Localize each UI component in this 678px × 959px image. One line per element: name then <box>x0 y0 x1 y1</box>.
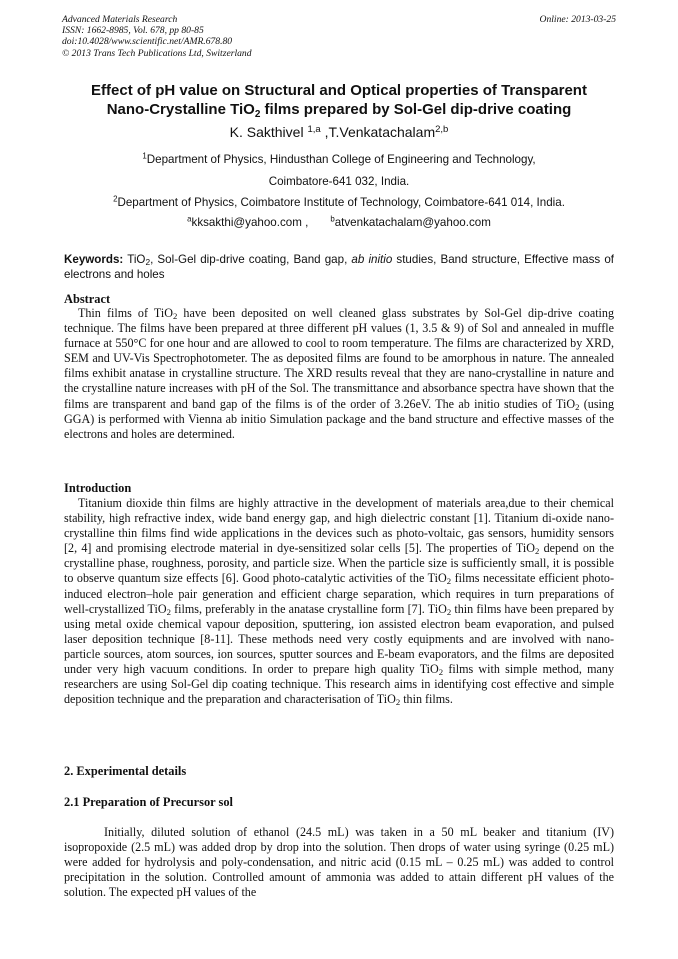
section-2-1-body <box>64 825 614 900</box>
title-line-1: Effect of pH value on Structural and Optical properties of Transparent <box>91 82 587 99</box>
aff2-sup: 2 <box>113 194 118 204</box>
title-sub: 2 <box>254 109 261 120</box>
abstract-body <box>64 306 614 442</box>
abstract-heading: Abstract <box>64 292 111 306</box>
title-line-2 <box>50 100 628 119</box>
intro-sub-5: 2 <box>438 667 444 678</box>
keywords-t2: , Sol-Gel dip-drive coating, Band gap, <box>150 253 352 266</box>
emails <box>0 216 678 230</box>
intro-sub-3: 2 <box>166 606 171 617</box>
abstract-p2: have been deposited on well cleaned glass substrates by Sol-Gel dip-drive coating technique. The films have been prepared at three different pH values (1, 3.5 & 9) of Sol and annealed in muffle furnace at 550°C for one hour and are allowed to cool to room temperature. The films are characterized by XRD, SEM and UV-Vis Spectrophotometer. The as deposited films are found to be amorphous in nature. The annealed films exhibit anatase in crystalline structure. The XRD results reveal that they are nano-crystalline in nature and the crystalline nature increases with pH of the Sol. The transmittance and absorbance spectra have shown that the films are transparent and band gap of the films is of the order of 3.26eV. The ab initio studies of TiO <box>64 306 615 411</box>
keywords-t4: studies, Band structure, Effective mass of electrons and holes <box>64 253 615 281</box>
abstract-paragraph <box>64 306 614 442</box>
introduction-paragraph <box>64 496 614 707</box>
author-2-sup: 2,b <box>435 123 449 135</box>
title-line-2-a: Nano-Crystalline TiO <box>106 101 255 118</box>
author-1: K. Sakthivel <box>229 124 308 140</box>
keywords <box>64 252 614 282</box>
running-header <box>62 14 616 59</box>
section-2-1-paragraph: Initially, diluted solution of ethanol (24.5 mL) was taken in a 50 mL beaker and titanium (IV) isopropoxide (2.5 mL) was added drop by drop into the solution. Then drops of water using syringe (0.25 mL) were added for hydrolysis and poly-condensation, and nitric acid (0.15 mL – 0.25 mL) was added to control precipitation in the solution. Controlled amount of ammonia was added to attain different pH values of the solution. The expected pH values of the <box>64 825 614 900</box>
intro-sub-1: 2 <box>534 546 540 557</box>
email-b-sup: b <box>330 214 335 224</box>
issn: ISSN: 1662-8985, Vol. 678, pp 80-85 <box>62 25 204 37</box>
affiliation-2 <box>0 196 678 210</box>
copyright: © 2013 Trans Tech Publications Ltd, Switzerland <box>62 47 252 59</box>
aff1-sup: 1 <box>142 151 147 161</box>
introduction-body <box>64 496 614 707</box>
intro-s2: depend on the crystalline phase, roughness, porosity, and particle size. When the particle size is sufficiently small, it is possible to observe quantum size effects [6]. Good photo-catalytic activities of the TiO <box>64 541 614 586</box>
aff1-line1: Department of Physics, Hindusthan College of Engineering and Technology, <box>146 153 536 166</box>
intro-s5: thin films have been prepared by using metal oxide chemical vapour deposition, sputtering, ion assisted electron beam evaporation, and pulsed laser deposition technique [8-11]. These methods need very costly equipments and are involved with nano-particle sources, atom sources, ion sources, sputter sources and E-beam evaporators, and the films are deposited under very high vacuum conditions. In order to prepare high quality TiO <box>64 601 614 677</box>
online-date: Online: 2013-03-25 <box>539 14 616 25</box>
introduction-heading: Introduction <box>64 481 132 495</box>
keywords-label: Keywords: <box>64 253 124 266</box>
abstract-sub-1: 2 <box>172 311 178 322</box>
journal-name: Advanced Materials Research <box>62 14 178 25</box>
doi: doi:10.4028/www.scientific.net/AMR.678.80 <box>62 36 233 48</box>
aff1-line2: Coimbatore-641 032, India. <box>268 175 410 188</box>
author-sep: , <box>320 124 329 140</box>
abstract-p1: Thin films of TiO <box>78 306 173 320</box>
title-line-2-b: films prepared by Sol-Gel dip-drive coating <box>260 101 572 118</box>
intro-s7: thin films. <box>400 692 453 707</box>
keywords-sub: 2 <box>145 257 151 268</box>
email-b[interactable]: atvenkatachalam@yahoo.com <box>334 216 491 229</box>
author-1-sup: 1,a <box>307 123 321 135</box>
intro-s6: films with simple method, many researchers are using Sol-Gel dip coating technique. This research aims in identifying cost effective and simple deposition technique and the preparation and characterisation of TiO <box>64 662 614 707</box>
intro-sub-2: 2 <box>446 576 452 587</box>
aff2-text: Department of Physics, Coimbatore Institute of Technology, Coimbatore-641 014, India. <box>117 196 565 209</box>
abstract-sub-2: 2 <box>575 401 580 412</box>
abstract-p3: (using GGA) is performed with Vienna ab initio Simulation package and the band structure and effective masses of the electrons and holes are determined. <box>64 396 615 441</box>
authors <box>0 124 678 141</box>
section-2-1-heading: 2.1 Preparation of Precursor sol <box>64 795 233 809</box>
author-2: T.Venkatachalam <box>328 124 436 140</box>
affiliation-1 <box>0 153 678 167</box>
intro-s3: films necessitate efficient photo-induced electron–hole pair generation and efficient charge separation, which requires in turn preparations of well-crystallized TiO <box>64 571 615 616</box>
email-a[interactable]: kksakthi@yahoo.com , <box>191 216 309 229</box>
keywords-t1: TiO <box>123 253 146 266</box>
affiliation-1-city <box>0 175 678 189</box>
email-a-sup: a <box>187 214 192 224</box>
paper-title <box>50 81 628 119</box>
intro-sub-4: 2 <box>446 606 452 617</box>
intro-s4: films, preferably in the anatase crystalline form [7]. TiO <box>170 601 447 616</box>
intro-s1: Titanium dioxide thin films are highly attractive in the development of materials area,due to their chemical stability, high refractive index, wide band energy gap, and high dielectric constant [1]. Titanium di-oxide nano-crystalline thin films find wide applications in the devices such as photo-voltaic, gas sensors, humidity sensors [2, 4] and promising electrode material in dye-sensitized solar cells [5]. The properties of TiO <box>64 496 614 556</box>
keywords-italic: ab initio <box>351 253 393 266</box>
section-2-heading: 2. Experimental details <box>64 764 187 778</box>
intro-sub-6: 2 <box>395 697 401 708</box>
